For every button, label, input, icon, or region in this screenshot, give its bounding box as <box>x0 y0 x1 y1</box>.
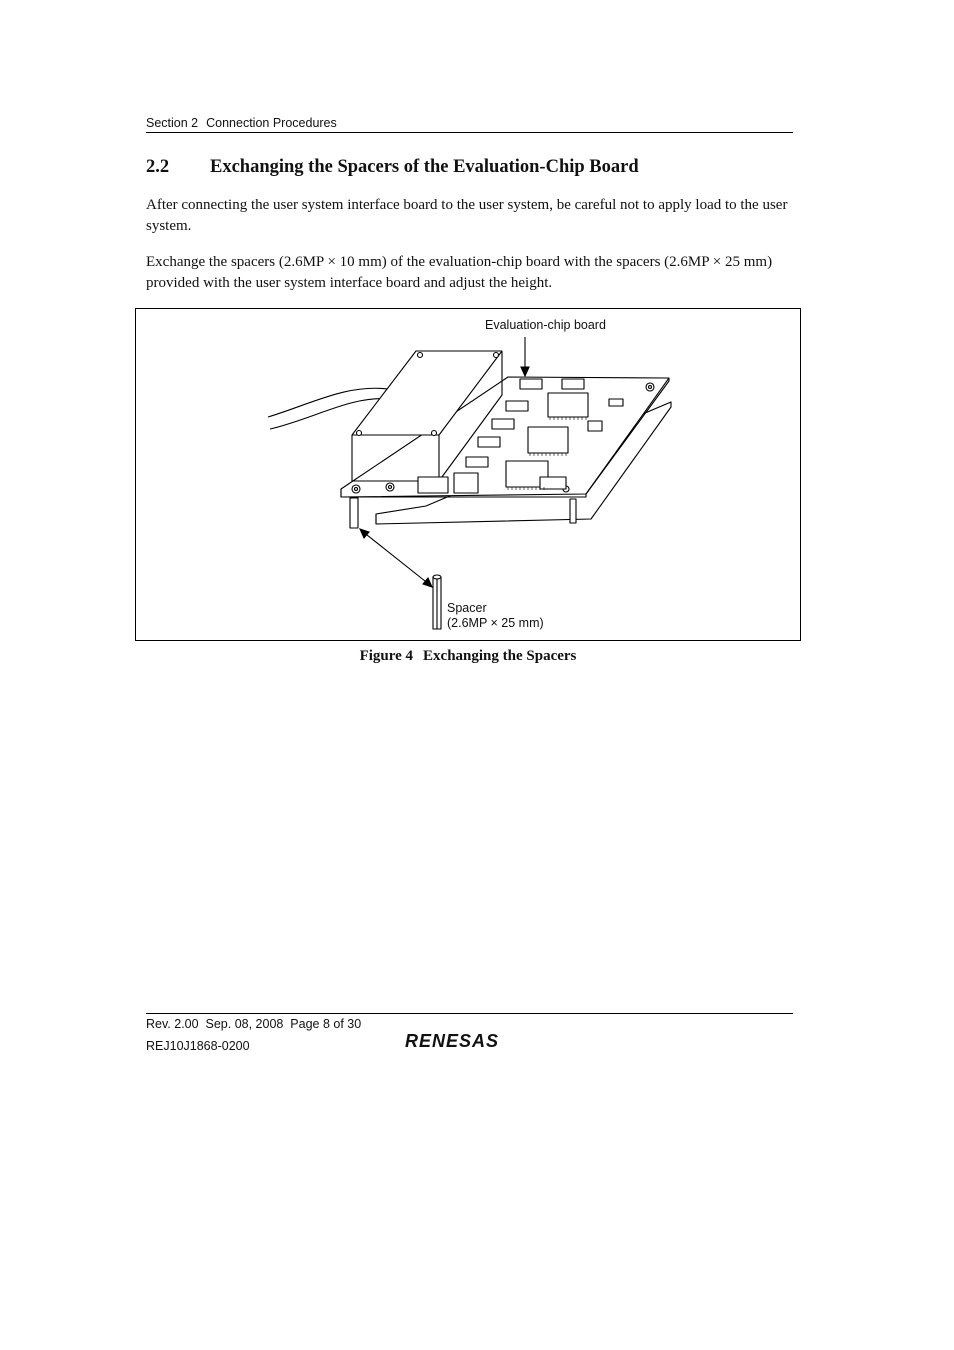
section-number: 2.2 <box>146 157 170 177</box>
figure-number: Figure 4 <box>359 648 414 664</box>
figure-frame <box>135 308 801 641</box>
footer-rule <box>146 1013 793 1014</box>
header-title: Connection Procedures <box>206 116 337 130</box>
paragraph-load-warning: After connecting the user system interface board to the user system, be careful not to apply load to the user system. <box>146 197 788 234</box>
qfp-chip-1 <box>548 393 588 417</box>
figure-caption <box>0 648 936 665</box>
header-section: Section 2 <box>146 116 199 130</box>
label-evaluation-chip-board: Evaluation-chip board <box>485 318 606 332</box>
qfp-chip-2 <box>528 427 568 453</box>
section-title: Exchanging the Spacers of the Evaluation-Chip Board <box>210 157 639 177</box>
svg-text:RENESAS: RENESAS <box>405 1031 500 1051</box>
renesas-logo <box>405 1030 525 1052</box>
board-illustration <box>136 309 802 642</box>
figure-title: Exchanging the Spacers <box>423 648 577 664</box>
paragraph-exchange-spacers: Exchange the spacers (2.6MP × 10 mm) of the evaluation-chip board with the spacers (2.6MP × 25 mm) provided with the user system interface board and adjust the height. <box>146 254 773 291</box>
label-spacer: Spacer <box>447 601 487 615</box>
label-spacer-size: (2.6MP × 25 mm) <box>447 616 544 630</box>
section-heading <box>146 157 806 178</box>
footer-doc-number: REJ10J1868-0200 <box>146 1039 250 1053</box>
footer-revision: Rev. 2.00 Sep. 08, 2008 Page 8 of 30 <box>146 1017 362 1031</box>
running-header <box>146 116 793 133</box>
